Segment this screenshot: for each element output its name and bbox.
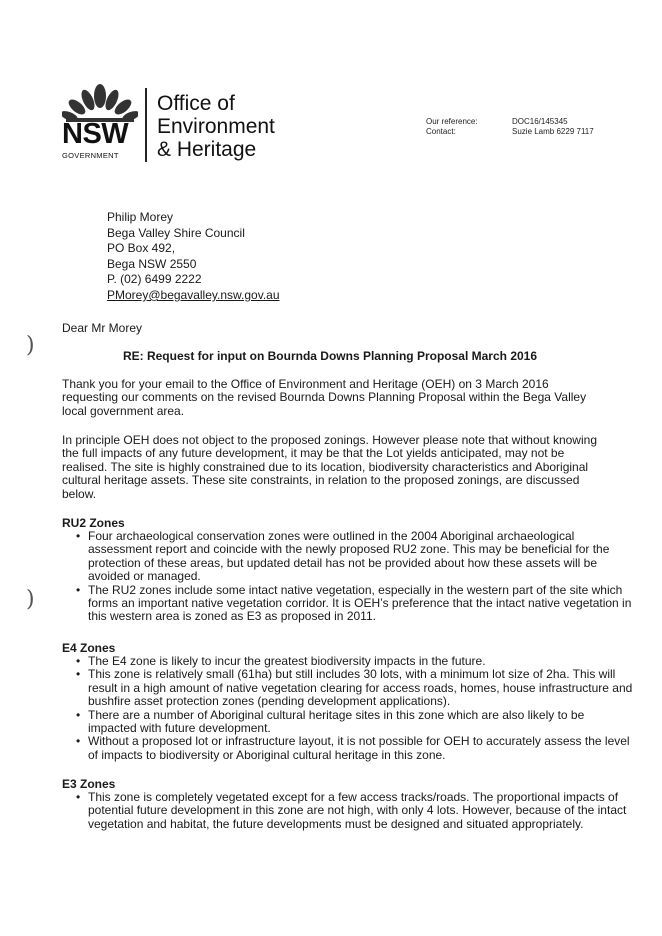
list-item: • Four archaeological conservation zones were outlined in the 2004 Aboriginal archaeological assessment report and coincide with the newly proposed RU2 zone. This may be beneficial for the protection of these areas, but updated detail has not be provided about how these assets will be avoided or managed. — [88, 530, 633, 584]
office-name-line: Office of — [157, 92, 235, 115]
body-paragraph: Thank you for your email to the Office of Environment and Heritage (OEH) on 3 March 2016 requesting our comments on the revised Bournda Downs Planning Proposal within the Bega Valley local government area. — [62, 377, 587, 418]
office-name-line: & Heritage — [157, 138, 257, 161]
recipient-org: Bega Valley Shire Council — [107, 225, 245, 240]
subject-line: RE: Request for input on Bournda Downs Planning Proposal March 2016 — [122, 349, 538, 363]
list-item: • This zone is completely vegetated except for a few access tracks/roads. The proportional impacts of potential future development in this zone are not high, with only 4 lots. However, because of the intact vegetation and habitat, the future developments must be designed and situated appropriately. — [88, 791, 633, 831]
list-item: • The E4 zone is likely to incur the greatest biodiversity impacts in the future. — [88, 655, 633, 668]
recipient-city: Bega NSW 2550 — [107, 256, 197, 271]
scan-mark: ) — [26, 587, 35, 612]
section-heading-e4: E4 Zones — [62, 641, 116, 655]
our-reference-value: DOC16/145345 — [512, 117, 568, 126]
recipient-address — [107, 210, 280, 304]
list-item: • Without a proposed lot or infrastructure layout, it is not possible for OEH to accurately assess the level of impacts to biodiversity or Aboriginal cultural heritage in this zone. — [88, 735, 633, 762]
contact-label: Contact: — [426, 127, 456, 136]
e4-bullet-list — [62, 655, 633, 762]
e3-bullet-list — [62, 791, 633, 831]
ru2-bullet-list — [62, 530, 633, 624]
contact-value: Suzie Lamb 6229 7117 — [512, 127, 594, 136]
nsw-wordmark: NSW — [62, 118, 129, 150]
logo-divider — [145, 88, 147, 162]
office-name-line: Environment — [157, 115, 275, 138]
recipient-email-link[interactable]: PMorey@begavalley.nsw.gov.au — [107, 287, 280, 302]
body-paragraph: In principle OEH does not object to the proposed zonings. However please note that without knowing the full impacts of any future development, it may be that the Lot yields anticipated, may not be realised. The site is highly constrained due to its location, biodiversity characteristics and Aboriginal cultural heritage assets. These site constraints, in relation to the proposed zonings, are discussed below. — [62, 433, 597, 501]
list-item: • The RU2 zones include some intact native vegetation, especially in the western part of the site which forms an important native vegetation corridor. It is OEH’s preference that the intact native vegetation in this western area is zoned as E3 as proposed in 2011. — [88, 584, 633, 624]
scan-mark: ) — [26, 333, 35, 358]
salutation: Dear Mr Morey — [62, 321, 143, 335]
list-item: • This zone is relatively small (61ha) but still includes 30 lots, with a minimum lot size of 2ha. This will result in a high amount of native vegetation clearing for access roads, homes, house infrastructure and bushfire asset protection zones (pending development applications). — [88, 668, 633, 708]
recipient-po-box: PO Box 492, — [107, 241, 176, 256]
government-wordmark: GOVERNMENT — [62, 151, 119, 160]
section-heading-ru2: RU2 Zones — [62, 516, 125, 530]
reference-values — [512, 117, 594, 137]
recipient-phone: P. (02) 6499 2222 — [107, 272, 202, 287]
office-name — [157, 92, 275, 161]
list-item: • There are a number of Aboriginal cultural heritage sites in this zone which are also likely to be impacted with future development. — [88, 709, 633, 736]
section-heading-e3: E3 Zones — [62, 777, 116, 791]
our-reference-label: Our reference: — [426, 117, 478, 126]
reference-labels — [426, 117, 478, 137]
recipient-name: Philip Morey — [107, 210, 174, 224]
